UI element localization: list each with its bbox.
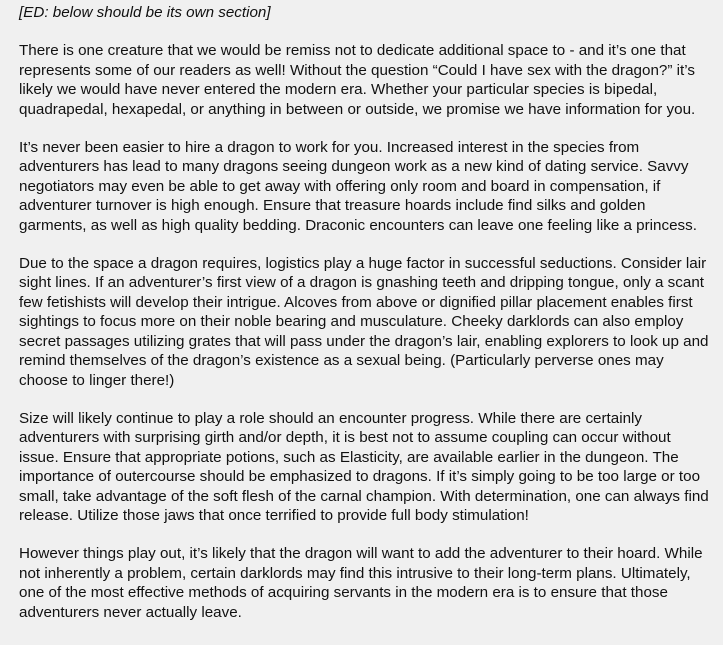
paragraph-hiring-dragon: It’s never been easier to hire a dragon to work for you. Increased interest in the species from adventurers has lead to many dragons seeing dungeon work as a new kind of dating service. Savvy negotiators may even be able to get away with offering only room and board in compensation, if adventurer turnover is high enough. Ensure that treasure hoards include find silks and golden garments, as well as high quality bedding. Draconic encounters can leave one feeling like a princess. [19,139,697,234]
paragraph-hoard-outcome: However things play out, it’s likely that the dragon will want to add the adventurer to their hoard. While not inherently a problem, certain darklords may find this intrusive to their long-term plans. Ultimately, one of the most effective methods of acquiring servants in the modern era is to ensure that those adventurers never actually leave. [19,545,703,621]
paragraph-dragon-intro: There is one creature that we would be remiss not to dedicate additional space to - and it’s one that represents some of our readers as well! Without the question “Could I have sex with the dragon?” it’s likely we would have never entered the modern era. Whether your particular species is bipedal, quadrapedal, hexapedal, or anything in between or outside, we promise we have information for you. [19,42,696,118]
editor-note: [ED: below should be its own section] [19,4,271,21]
paragraph-lair-logistics: Due to the space a dragon requires, logistics play a huge factor in successful seductions. Consider lair sight lines. If an adventurer’s first view of a dragon is gnashing teeth and dripping tongue, only a scant few fetishists will develop their intrigue. Alcoves from above or dignified pillar placement enables first sightings to focus more on their noble bearing and musculature. Cheeky darklords can also employ secret passages utilizing grates that will pass under the dragon’s lair, enabling explorers to look up and remind themselves of the dragon’s existence as a sexual being. (Particularly perverse ones may choose to linger there!) [19,255,709,389]
paragraph-size-considerations: Size will likely continue to play a role should an encounter progress. While there are certainly adventurers with surprising girth and/or depth, it is best not to assume coupling can occur without issue. Ensure that appropriate potions, such as Elasticity, are available earlier in the dungeon. The importance of outercourse should be emphasized to dragons. If it’s simply going to be too large or too small, take advantage of the soft flesh of the carnal champion. With determination, one can always find release. Utilize those jaws that once terrified to provide full body stimulation! [19,409,709,524]
